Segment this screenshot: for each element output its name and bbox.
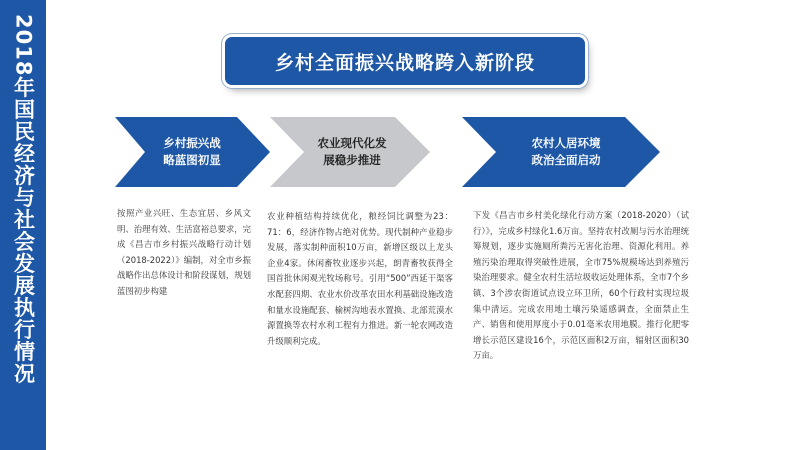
stage-3-label-line2: 政治全面启动: [531, 153, 601, 167]
stage-3-chevron: [462, 117, 660, 187]
stage-3-label: [502, 117, 630, 187]
stage-2-description: 农业种植结构持续优化，粮经饲比调整为23：71：6，经济作物占绝对优势。现代制种产业稳步发展，落实制种面积10万亩，新增区级以上龙头企业4家。休闲畜牧业逐步兴起，朗青畜牧获得全国首批休闲观光牧场称号。引用“500”西延干渠客水配套四期、农业水价改革农田水利基础设施改造和量水设施配套、榆树沟地表水置换、北部荒漠水源置换等农村水利工程有力推进。新一轮农网改造升级顺利完成。: [267, 211, 453, 346]
stage-2-label-line2: 展稳步推进: [323, 153, 381, 167]
stage-1-label: [137, 117, 247, 187]
sidebar: [0, 0, 46, 450]
stage-1-description: 按照产业兴旺、生态宜居、乡风文明、治理有效、生活富裕总要求，完成《昌吉市乡村振兴战略行动计划（2018-2022）》编制，对全市乡振战略作出总体设计和阶段谋划，规划蓝图初步构建: [117, 208, 251, 296]
stage-2-chevron: [270, 117, 430, 187]
stage-3-description: 下发《昌吉市乡村美化绿化行动方案（2018-2020）（试行）》，完成乡村绿化1.6万亩。坚持农村改厕与污水治理统筹规划，逐步实施厕所粪污无害化治理、资源化利用。养殖污染治理取得突破性进展，全市75%规模场达到养殖污染治理要求。健全农村生活垃圾收运处理体系，全市7个乡镇、3个涉农街道试点设立环卫所，60个行政村实现垃圾集中清运。完成农用地土壤污染遥感调查，全面禁止生产、销售和使用厚度小于0.01毫米农用地膜。推行化肥零增长示范区建设16个，示范区面积2万亩，辐射区面积30万亩。: [473, 210, 689, 361]
stage-1-label-line2: 略蓝图初显: [163, 153, 221, 167]
stage-1-label-line1: 乡村振兴战: [163, 136, 221, 150]
stage-3-label-line1: 农村人居环境: [531, 136, 601, 150]
sidebar-title: 2018年国民经济与社会发展执行情况: [11, 14, 36, 385]
title-banner: [225, 37, 585, 85]
stage-1-chevron: [115, 117, 270, 187]
stage-2-label-line1: 农业现代化发: [317, 136, 387, 150]
stage-2-label: [300, 117, 404, 187]
page-title: 乡村全面振兴战略跨入新阶段: [274, 51, 535, 74]
